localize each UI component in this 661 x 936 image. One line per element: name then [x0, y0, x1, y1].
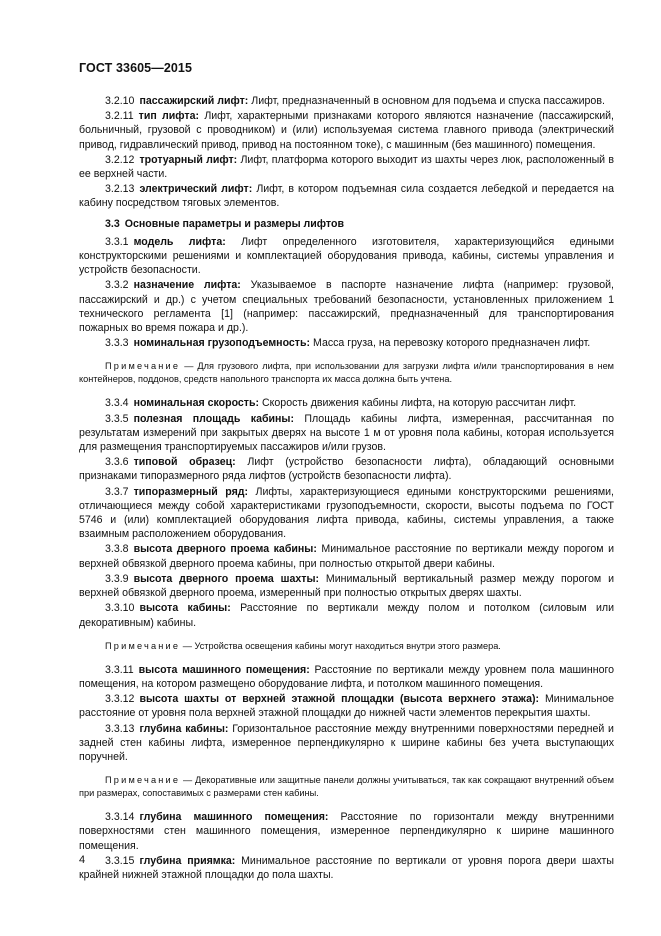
definition-text: Лифт, предназначенный в основном для подъема и спуска пассажиров.: [251, 95, 605, 107]
clause-number: 3.3.12: [105, 693, 135, 706]
definition-paragraph: [79, 692, 614, 720]
definition-paragraph: [79, 278, 614, 335]
definition-text: Минимальное расстояние от уровня пола верхней этажной площадки до нижней части элементов перекрытия шахты.: [79, 693, 614, 720]
defined-term: глубина машинного помещения:: [139, 811, 329, 824]
clause-number: 3.2.13: [105, 183, 135, 196]
note-text: — Устройства освещения кабины могут находиться внутри этого размера.: [182, 640, 501, 651]
note-text: — Декоративные или защитные панели должны учитываться, так как сокращают внутренний объем при размерах, сопоставимых с размерами стен кабины.: [79, 775, 614, 799]
definition-text: Расстояние по горизонтали между внутренними поверхностями стен машинного помещения, измеренное перпендикулярно к ширине машинного помещения.: [79, 811, 615, 852]
definition-text: Минимальное расстояние по вертикали от уровня порога двери шахты крайней нижней этажной площадки до пола шахты.: [79, 854, 614, 881]
section-title: Основные параметры и размеры лифтов: [124, 217, 344, 230]
clause-number: 3.3.1: [105, 235, 129, 248]
defined-term: типовой образец:: [133, 456, 236, 469]
defined-term: номинальная скорость:: [133, 397, 260, 410]
note-paragraph: [79, 640, 614, 653]
definition-paragraph: [79, 455, 614, 483]
document-header: ГОСТ 33605—2015: [79, 61, 193, 75]
clause-number: 3.3.4: [105, 397, 129, 410]
defined-term: тротуарный лифт:: [139, 153, 238, 166]
defined-term: электрический лифт:: [139, 183, 253, 196]
defined-term: пассажирский лифт:: [139, 95, 249, 107]
definition-text: Расстояние по вертикали между полом и потолком (силовым или декоративным) кабины.: [79, 602, 614, 629]
clause-number: 3.2.12: [105, 153, 135, 166]
clause-number: 3.3.7: [105, 485, 129, 498]
clause-number: 3.3.11: [105, 663, 134, 676]
defined-term: номинальная грузоподъемность:: [133, 337, 311, 350]
defined-term: глубина приямка:: [139, 854, 236, 867]
defined-term: модель лифта:: [133, 235, 226, 248]
clause-number: 3.3.14: [105, 811, 135, 824]
note-label: Примечание: [105, 361, 181, 372]
definition-text: Масса груза, на перевозку которого предназначен лифт.: [313, 337, 591, 350]
clause-number: 3.3.8: [105, 543, 129, 556]
defined-term: высота дверного проема кабины:: [133, 543, 317, 556]
definition-paragraph: [79, 485, 614, 542]
note-label: Примечание: [105, 640, 181, 651]
defined-term: высота дверного проема шахты:: [133, 572, 320, 585]
definition-text: Лифт, в котором подъемная сила создается лебедкой и передается на кабину посредством тяговых элементов.: [79, 183, 614, 210]
clause-number: 3.3.6: [105, 456, 129, 469]
page-number: 4: [79, 854, 86, 866]
defined-term: полезная площадь кабины:: [133, 412, 295, 425]
definition-text: Лифт (устройство безопасности лифта), обладающий основными признаками типоразмерного ряда лифтов (устройств безопасности лифта).: [79, 456, 614, 483]
clause-number: 3.2.11: [105, 110, 134, 123]
defined-term: глубина кабины:: [139, 722, 229, 735]
definition-paragraph: [79, 810, 614, 853]
defined-term: высота шахты от верхней этажной площадки (высота верхнего этажа):: [139, 693, 540, 706]
definition-text: Лифты, характеризующиеся едиными конструкторскими решениями, отличающиеся между собой характеристиками грузоподъемности, скорости, высоты подъема по ГОСТ 5746 и (или) комплектацией оборудования лифта привода, кабины, системы управления, а также взаимным расположением оборудования.: [79, 485, 614, 541]
definition-paragraph: [79, 94, 614, 108]
definition-text: Лифт, характерными признаками которого являются назначение (пассажирский, больничный, грузовой с проводником) и (или) используемая система главного привода (электрический привод, гидравлический привод, привод на постоянном токе), с машинным (без машинного) помещения.: [79, 110, 614, 151]
definition-paragraph: [79, 109, 614, 152]
definition-paragraph: [79, 663, 614, 691]
definition-text: Горизонтальное расстояние между внутренними поверхностями передней и задней стен кабины лифта, измеренное перпендикулярно к ширине кабины без учета выступающих поручней.: [79, 722, 614, 763]
clause-number: 3.3.10: [105, 602, 135, 615]
definition-paragraph: [79, 235, 614, 278]
definition-text: Скорость движения кабины лифта, на которую рассчитан лифт.: [262, 397, 577, 410]
clause-number: 3.2.10: [105, 95, 135, 107]
defined-term: тип лифта:: [138, 110, 200, 123]
clause-number: 3.3.13: [105, 722, 135, 735]
definition-paragraph: [79, 182, 614, 210]
definition-text: Расстояние по вертикали между уровнем пола машинного помещения, на котором размещено оборудование лифта, и потолком машинного помещения.: [79, 663, 615, 690]
definition-text: Указываемое в паспорте назначение лифта (например: грузовой, пассажирский и др.) с учетом специальных требований безопасности, установленных приложением 1 технического регламента [1] (например: пассажирский, предназначенный для транспортирования пожарных во время пожара и др.).: [79, 279, 614, 335]
definition-paragraph: [79, 336, 614, 350]
defined-term: высота кабины:: [139, 602, 231, 615]
definition-text: Минимальное расстояние по вертикали между порогом и верхней обвязкой дверного проема кабины, при полностью открытой двери кабины.: [79, 543, 614, 570]
note-text: — Для грузового лифта, при использовании для загрузки лифта и/или транспортирования в нем контейнеров, поддонов, средств напольного транспорта их масса должна быть учтена.: [79, 361, 614, 385]
definition-paragraph: [79, 572, 614, 600]
document-body: [79, 94, 614, 883]
clause-number: 3.3.5: [105, 412, 129, 425]
definition-text: Лифт определенного изготовителя, характеризующийся едиными конструкторскими решениями и комплектацией оборудования привода, кабины, системы управления и устройств безопасности.: [79, 235, 614, 277]
defined-term: типоразмерный ряд:: [133, 485, 249, 498]
definition-text: Площадь кабины лифта, измеренная, рассчитанная по результатам измерений при закрытых дверях на высоте 1 м от уровня пола кабины, которая используется для размещения транспортируемых пассажиров и/или грузов.: [79, 412, 614, 454]
defined-term: назначение лифта:: [133, 279, 241, 292]
note-label: Примечание: [105, 775, 181, 786]
definition-text: Лифт, платформа которого выходит из шахты через люк, расположенный в ее верхней части.: [79, 153, 614, 181]
definition-paragraph: [79, 153, 614, 181]
section-heading: [79, 217, 614, 231]
defined-term: высота машинного помещения:: [138, 663, 310, 676]
clause-number: 3.3.15: [105, 854, 135, 867]
definition-text: Минимальный вертикальный размер между порогом и верхней обвязкой дверного проема, измеренный при полностью открытых дверях шахты.: [79, 572, 614, 600]
definition-paragraph: [79, 722, 614, 765]
section-number: 3.3: [105, 217, 120, 230]
definition-paragraph: [79, 601, 614, 629]
note-paragraph: [79, 360, 614, 386]
clause-number: 3.3.3: [105, 337, 129, 350]
clause-number: 3.3.2: [105, 279, 129, 292]
definition-paragraph: [79, 396, 614, 410]
definition-paragraph: [79, 854, 614, 882]
definition-paragraph: [79, 412, 614, 455]
clause-number: 3.3.9: [105, 572, 129, 585]
definition-paragraph: [79, 542, 614, 570]
note-paragraph: [79, 774, 614, 800]
